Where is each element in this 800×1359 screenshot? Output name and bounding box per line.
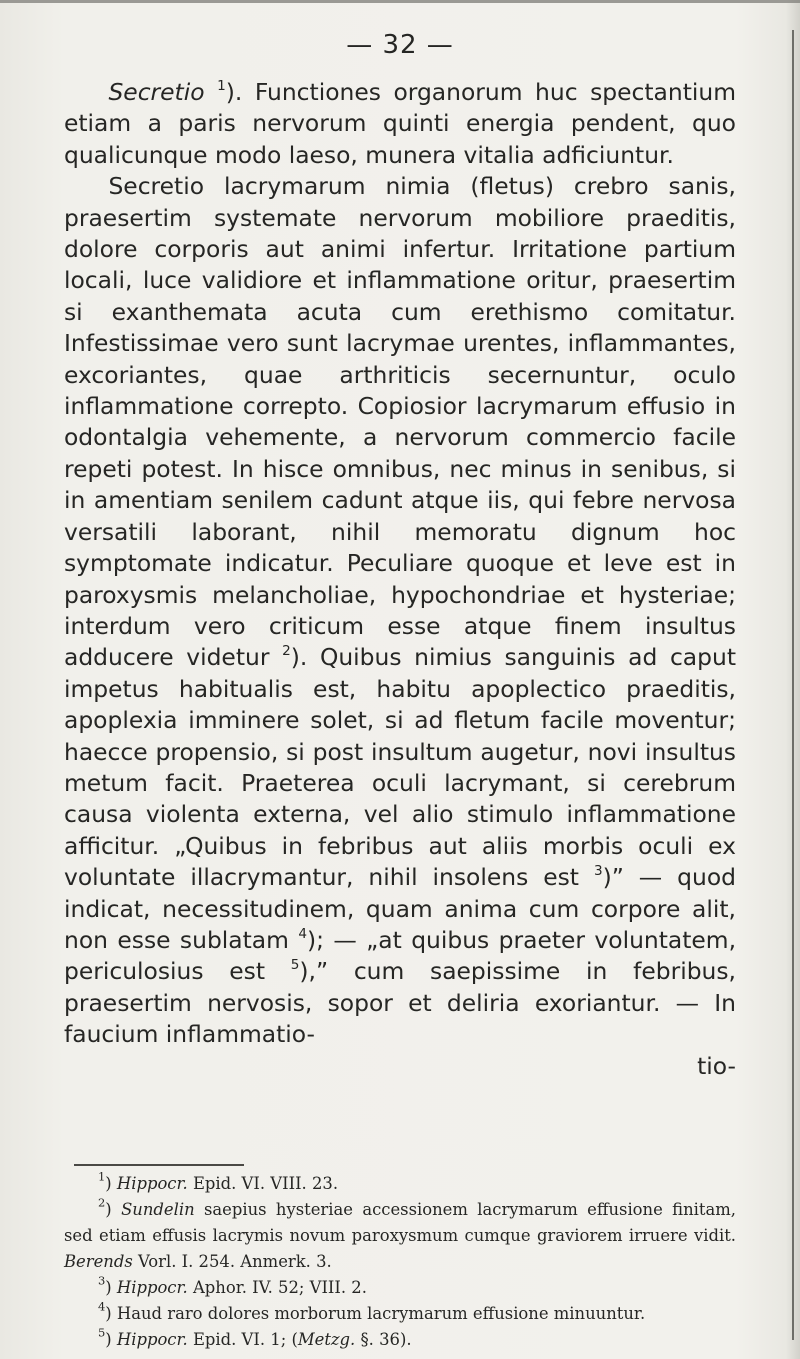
footnote-2-mark: 2 [98, 1195, 106, 1210]
footnote-4 [64, 1301, 736, 1327]
footnote-3 [64, 1275, 736, 1301]
paragraph-2-text-c: )” — quod indicat, necessitudinem, quam anima cum corpore alit, non esse sublatam [64, 863, 736, 954]
footnote-4-mark: 4 [98, 1299, 106, 1314]
paragraph-1 [64, 77, 736, 171]
footnote-1-paren: ) [105, 1174, 112, 1193]
top-scan-border [0, 0, 800, 3]
footnote-2-author-2: Berends [64, 1252, 133, 1271]
paragraph-2-text-d: ); — „at quibus praeter voluntatem, periculosius est [64, 925, 737, 986]
paragraph-1-text: ). Functiones organorum huc spectantium etiam a paris nervorum quinti energia pendent, quo qualicunque modo laeso, munera vitalia adficiuntur. [64, 78, 736, 169]
footnote-3-mark: 3 [98, 1273, 106, 1288]
note-ref-2: 2 [282, 643, 291, 660]
footnote-1 [64, 1171, 736, 1197]
footnote-2-text-a: saepius hysteriae accessionem lacrymarum effusione finitam, sed etiam effusis lacrymis novum paroxysmum cumque graviorem irruere vidit. [64, 1200, 737, 1245]
note-ref-5: 5 [290, 957, 300, 974]
paragraph-2-text-a: Secretio lacrymarum nimia (fletus) crebro sanis, praesertim systemate nervorum mobiliore praeditis, dolore corporis aut animi infertur. Irritatione partium locali, luce validiore et inflammatione oritur, praesertim si exanthemata acuta cum erethismo comitatur. Infestissimae vero sunt lacrymae urentes, inflammantes, excoriantes, quae arthriticis secernuntur, oculo inflammatione correpto. Copiosior lacrymarum effusio in odontalgia vehemente, a nervorum commercio facile repeti potest. In hisce omnibus, nec minus in senibus, si in amentiam senilem cadunt atque iis, qui febre nervosa versatili laborant, nihil memoratu dignum hoc symptomate indicatur. Peculiare quoque et leve est in paroxysmis melancholiae, hypochondriae et hysteriae; interdum vero criticum esse atque finem insultus adducere videtur [64, 172, 736, 672]
footnote-3-text: Aphor. IV. 52; VIII. 2. [187, 1278, 367, 1297]
footnote-5-author-2: Metzg. [297, 1330, 356, 1349]
footnote-2-paren: ) [105, 1200, 112, 1219]
footnote-2-author: Sundelin [121, 1200, 195, 1219]
footnote-1-text: Epid. VI. VIII. 23. [187, 1174, 339, 1193]
note-ref-3: 3 [593, 862, 603, 879]
footnote-3-paren: ) [105, 1278, 112, 1297]
footnote-5-mark: 5 [98, 1325, 106, 1340]
catchword: tio- [697, 1051, 736, 1080]
footnote-2 [64, 1197, 736, 1275]
footnote-5-author: Hippocr. [116, 1330, 188, 1349]
footnote-5-text-b: §. 36). [355, 1330, 412, 1349]
page-number: — 32 — [346, 30, 454, 60]
paragraph-2 [64, 171, 736, 1050]
footnote-5 [64, 1327, 736, 1353]
footnote-5-paren: ) [105, 1330, 112, 1349]
paragraph-2-text-e: ),” cum saepissime in febribus, praesertim nervosis, sopor et deliria exoriantur. — In faucium inflammatio- [64, 957, 736, 1049]
footnote-divider [74, 1164, 244, 1166]
footnote-4-paren: ) [105, 1304, 112, 1323]
footnote-3-author: Hippocr. [116, 1278, 188, 1297]
footnote-1-author: Hippocr. [116, 1174, 188, 1193]
footnote-2-text-b: Vorl. I. 254. Anmerk. 3. [132, 1252, 332, 1271]
footnote-5-text-a: Epid. VI. 1; ( [187, 1330, 298, 1349]
footnote-1-mark: 1 [98, 1169, 106, 1184]
paragraph-2-text-b: ). Quibus nimius sanguinis ad caput impetus habitualis est, habitu apoplectico praeditis, apoplexia imminere solet, si ad fletum facile moventur; haecce propensio, si post insultum augetur, novi insultus metum facit. Praeterea oculi lacrymant, si cerebrum causa violenta externa, vel alio stimulo inflammatione afficitur. „Quibus in febribus aut aliis morbis oculi ex voluntate illacrymantur, nihil insolens est [64, 643, 736, 892]
note-ref-1: 1 [217, 77, 226, 94]
page-edge-shadow [786, 0, 800, 1359]
note-ref-4: 4 [298, 925, 307, 942]
footnote-4-text: Haud raro dolores morborum lacrymarum effusione minuuntur. [111, 1304, 646, 1323]
footnotes [64, 1171, 736, 1353]
main-text [64, 77, 736, 1082]
lead-word: Secretio [108, 78, 205, 106]
